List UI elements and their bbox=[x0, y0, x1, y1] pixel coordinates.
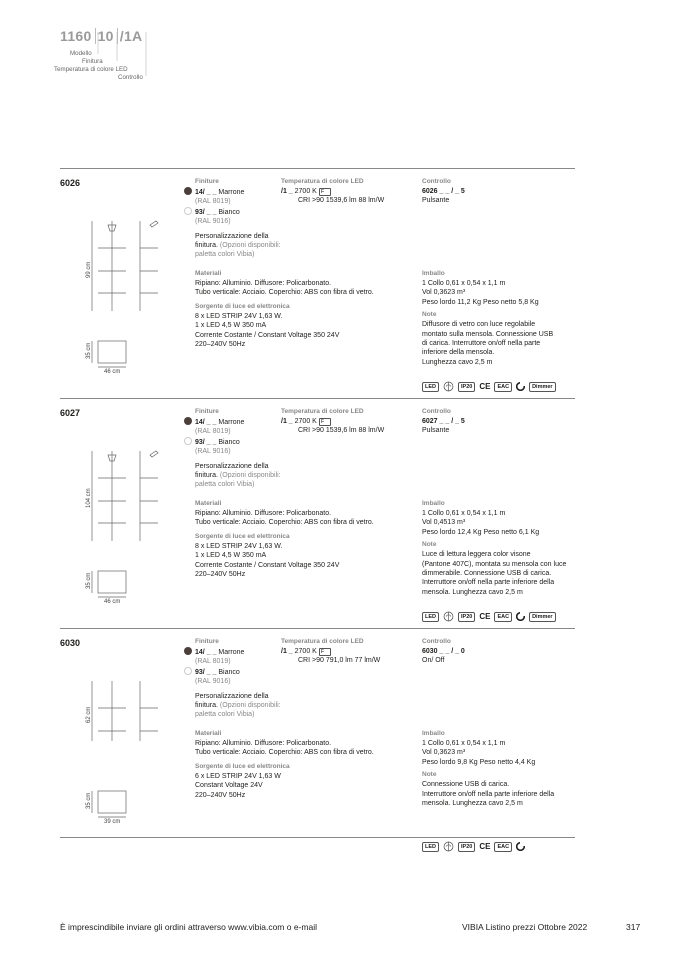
led-badge: LED bbox=[422, 612, 439, 622]
page-number: 317 bbox=[626, 922, 641, 932]
legend-finish: Finitura bbox=[82, 58, 103, 65]
custom-finish-1: Personalizzazione della bbox=[195, 232, 269, 240]
energy-class-badge: F bbox=[319, 418, 331, 426]
note-line-4: inferiore della mensola. bbox=[422, 349, 495, 357]
legend-control: Controllo bbox=[118, 74, 143, 81]
side-lamp-head bbox=[150, 451, 158, 457]
materials-column bbox=[195, 500, 374, 579]
note-line-1: Diffusore di vetro con luce regolabile bbox=[422, 321, 536, 329]
dim-width: 39 cm bbox=[104, 819, 121, 825]
note-line-1: Connessione USB di carica. bbox=[422, 781, 510, 789]
footer-order-note: È imprescindibile inviare gli ordini attraverso www.vibia.com o e-mail bbox=[60, 922, 317, 932]
led-badge: LED bbox=[422, 842, 439, 852]
temp-cri: CRI >90 1539,6 lm 88 lm/W bbox=[298, 427, 385, 435]
source-line-2: 1 x LED 4,5 W 350 mA bbox=[195, 552, 267, 560]
control-heading: Controllo bbox=[422, 408, 451, 415]
brown-swatch-icon bbox=[184, 647, 192, 655]
finish-1-ral: (RAL 8019) bbox=[195, 658, 231, 666]
packing-lines bbox=[422, 739, 554, 767]
eac-badge: EAC bbox=[494, 382, 512, 392]
source-line-4: 220–240V 50Hz bbox=[195, 341, 246, 349]
eac-badge: EAC bbox=[494, 612, 512, 622]
ce-mark-icon: CE bbox=[479, 612, 491, 621]
source-lines bbox=[195, 772, 374, 800]
notes-lines bbox=[422, 550, 566, 597]
temp-cri: CRI >90 791,0 lm 77 lm/W bbox=[298, 657, 381, 665]
section-divider bbox=[60, 628, 575, 629]
custom-finish-3: paletta colori Vibia) bbox=[195, 711, 255, 719]
finish-2-ral: (RAL 9016) bbox=[195, 218, 231, 226]
finish-2-code: 93/ _ _ bbox=[195, 438, 217, 446]
dim-width: 46 cm bbox=[104, 369, 121, 375]
finish-1-ral: (RAL 8019) bbox=[195, 428, 231, 436]
color-temp-column bbox=[281, 178, 384, 206]
ip20-badge: IP20 bbox=[458, 612, 475, 622]
recycle-icon bbox=[516, 842, 525, 851]
notes-heading: Note bbox=[422, 311, 437, 319]
side-lamp-head bbox=[150, 221, 158, 227]
packing-lines bbox=[422, 279, 553, 307]
finish-1-name: Marrone bbox=[218, 649, 245, 656]
legend-led-temp: Temperatura di colore LED bbox=[54, 66, 128, 73]
source-line-4: 220–240V 50Hz bbox=[195, 571, 246, 579]
note-line-2: (Pantone 407C), montata su mensola con luce bbox=[422, 560, 567, 568]
finishes-heading: Finiture bbox=[195, 178, 219, 185]
color-temp-heading: Temperatura di colore LED bbox=[281, 638, 364, 645]
finish-1-name: Marrone bbox=[218, 189, 245, 196]
ce-mark-icon: CE bbox=[479, 382, 491, 391]
materials-line-1: Ripiano: Alluminio. Diffusore: Policarbonato. bbox=[195, 280, 332, 287]
dim-width: 46 cm bbox=[104, 599, 121, 605]
custom-finish-2b: (Opzioni disponibili: bbox=[219, 472, 281, 480]
footer-brand: VIBIA Listino prezzi Ottobre 2022 bbox=[462, 922, 588, 932]
notes-heading: Note bbox=[422, 771, 437, 779]
white-swatch-icon bbox=[184, 437, 192, 445]
recycle-icon bbox=[516, 382, 525, 391]
control-heading: Controllo bbox=[422, 638, 451, 645]
finish-1-code: 14/ _ _ bbox=[195, 649, 217, 656]
control-label: Pulsante bbox=[422, 427, 450, 435]
plan-view bbox=[98, 571, 126, 593]
temp-kelvin: 2700 K bbox=[294, 188, 317, 195]
note-line-2: Interruttore on/off nella parte inferiore della bbox=[422, 790, 555, 798]
materials-heading: Materiali bbox=[195, 270, 222, 277]
code-led-digits: /1A bbox=[119, 28, 143, 44]
energy-class-badge: F bbox=[319, 188, 331, 196]
section-divider-end bbox=[60, 837, 575, 838]
custom-finish-3: paletta colori Vibia) bbox=[195, 481, 255, 489]
ip20-badge: IP20 bbox=[458, 382, 475, 392]
dim-depth: 35 cm bbox=[86, 342, 92, 359]
finish-1-code: 14/ _ _ bbox=[195, 419, 217, 426]
source-line-1: 6 x LED STRIP 24V 1,63 W bbox=[195, 772, 281, 780]
temp-code: /1 _ bbox=[281, 188, 293, 195]
control-label: On/ Off bbox=[422, 657, 445, 665]
note-line-5: Lunghezza cavo 2,5 m bbox=[422, 358, 493, 366]
finish-1-code: 14/ _ _ bbox=[195, 189, 217, 196]
packing-line-2: Vol 0,3623 m³ bbox=[422, 289, 466, 297]
packing-line-1: 1 Collo 0,61 x 0,54 x 1,1 m bbox=[422, 740, 506, 747]
energy-class-badge: F bbox=[319, 648, 331, 656]
finish-1-ral: (RAL 8019) bbox=[195, 198, 231, 206]
source-heading: Sorgente di luce ed elettronica bbox=[195, 762, 290, 770]
finishes-column bbox=[184, 178, 281, 260]
finishes-heading: Finiture bbox=[195, 638, 219, 645]
finish-2-name: Bianco bbox=[218, 208, 240, 216]
globe-bulb-icon bbox=[443, 611, 454, 622]
notes-lines bbox=[422, 320, 553, 367]
packing-line-3: Peso lordo 9,8 Kg Peso netto 4,4 Kg bbox=[422, 758, 536, 766]
temp-code: /1 _ bbox=[281, 418, 293, 425]
materials-line-1: Ripiano: Alluminio. Diffusore: Policarbonato. bbox=[195, 740, 332, 747]
finish-2-name: Bianco bbox=[218, 668, 240, 676]
code-model-digits: 1160 bbox=[60, 28, 96, 44]
finishes-column bbox=[184, 638, 281, 720]
source-lines bbox=[195, 542, 374, 580]
packing-line-2: Vol 0,4513 m³ bbox=[422, 519, 466, 527]
custom-finish-2a: finitura. bbox=[195, 472, 218, 480]
notes-heading: Note bbox=[422, 541, 437, 549]
notes-lines bbox=[422, 780, 554, 808]
note-line-1: Luce di lettura leggera color visone bbox=[422, 551, 531, 559]
packing-line-2: Vol 0,3623 m³ bbox=[422, 749, 466, 757]
product-code: 6027 bbox=[60, 408, 81, 418]
color-temp-column bbox=[281, 638, 380, 666]
control-column bbox=[422, 638, 465, 666]
ip20-badge: IP20 bbox=[458, 842, 475, 852]
materials-heading: Materiali bbox=[195, 730, 222, 737]
dimmer-badge: Dimmer bbox=[529, 612, 555, 622]
note-line-4: Interruttore on/off nella parte inferiore della bbox=[422, 579, 555, 587]
white-swatch-icon bbox=[184, 207, 192, 215]
certifications-row bbox=[422, 381, 556, 392]
finish-2-name: Bianco bbox=[218, 438, 240, 446]
code-finish-digits: 10 bbox=[98, 28, 118, 44]
certifications-row bbox=[422, 611, 556, 622]
custom-finish-2b: (Opzioni disponibili: bbox=[219, 242, 281, 250]
note-line-2: montato sulla mensola. Connessione USB bbox=[422, 330, 554, 338]
plan-view bbox=[98, 341, 126, 363]
note-line-3: dimmerabile. Connessione USB di carica. bbox=[422, 570, 552, 578]
temp-kelvin: 2700 K bbox=[294, 418, 317, 425]
source-lines bbox=[195, 312, 374, 350]
ce-mark-icon: CE bbox=[479, 842, 491, 851]
source-line-1: 8 x LED STRIP 24V 1,63 W. bbox=[195, 542, 283, 550]
globe-bulb-icon bbox=[443, 381, 454, 392]
recycle-icon bbox=[516, 612, 525, 621]
finish-2-code: 93/ _ _ bbox=[195, 208, 217, 216]
note-line-3: di carica. Interruttore on/off nella parte bbox=[422, 340, 541, 348]
legend-model: Modello bbox=[70, 50, 92, 57]
finishes-column bbox=[184, 408, 281, 490]
source-line-1: 8 x LED STRIP 24V 1,63 W. bbox=[195, 312, 283, 320]
materials-column bbox=[195, 730, 374, 800]
eac-badge: EAC bbox=[494, 842, 512, 852]
packing-heading: Imballo bbox=[422, 270, 445, 277]
packing-heading: Imballo bbox=[422, 730, 445, 737]
packing-line-3: Peso lordo 12,4 Kg Peso netto 6,1 Kg bbox=[422, 528, 540, 536]
dim-height: 104 cm bbox=[86, 488, 92, 508]
custom-finish-1: Personalizzazione della bbox=[195, 692, 269, 700]
custom-finish-3: paletta colori Vibia) bbox=[195, 251, 255, 259]
finish-2-ral: (RAL 9016) bbox=[195, 448, 231, 456]
source-line-3: Corrente Costante / Constant Voltage 350 24V bbox=[195, 331, 340, 339]
led-badge: LED bbox=[422, 382, 439, 392]
product-code: 6026 bbox=[60, 178, 81, 188]
packing-lines bbox=[422, 509, 566, 537]
color-temp-column bbox=[281, 408, 384, 436]
custom-finish-2a: finitura. bbox=[195, 242, 218, 250]
color-temp-heading: Temperatura di colore LED bbox=[281, 178, 364, 185]
materials-column bbox=[195, 270, 374, 349]
custom-finish-1: Personalizzazione della bbox=[195, 462, 269, 470]
control-column bbox=[422, 178, 465, 206]
source-line-3: 220–240V 50Hz bbox=[195, 791, 246, 799]
brown-swatch-icon bbox=[184, 417, 192, 425]
source-heading: Sorgente di luce ed elettronica bbox=[195, 302, 290, 310]
source-line-2: Constant Voltage 24V bbox=[195, 782, 263, 790]
finish-2-ral: (RAL 9016) bbox=[195, 678, 231, 686]
product-code: 6030 bbox=[60, 638, 81, 648]
packing-column bbox=[422, 730, 554, 808]
brown-swatch-icon bbox=[184, 187, 192, 195]
temp-cri: CRI >90 1539,6 lm 88 lm/W bbox=[298, 197, 385, 205]
control-column bbox=[422, 408, 465, 436]
section-divider bbox=[60, 168, 575, 169]
source-heading: Sorgente di luce ed elettronica bbox=[195, 532, 290, 540]
materials-line-2: Tubo verticale: Acciaio. Coperchio: ABS con fibra di vetro. bbox=[195, 749, 374, 757]
control-code: 6030 _ _ / _ 0 bbox=[422, 648, 465, 655]
plan-view bbox=[98, 791, 126, 813]
finish-1-name: Marrone bbox=[218, 419, 245, 426]
source-line-3: Corrente Costante / Constant Voltage 350 24V bbox=[195, 561, 340, 569]
control-label: Pulsante bbox=[422, 197, 450, 205]
materials-line-1: Ripiano: Alluminio. Diffusore: Policarbonato. bbox=[195, 510, 332, 517]
packing-column bbox=[422, 500, 566, 597]
temp-code: /1 _ bbox=[281, 648, 293, 655]
section-divider bbox=[60, 398, 575, 399]
packing-line-1: 1 Collo 0,61 x 0,54 x 1,1 m bbox=[422, 510, 506, 517]
control-code: 6027 _ _ / _ 5 bbox=[422, 418, 465, 425]
materials-heading: Materiali bbox=[195, 500, 222, 507]
source-line-2: 1 x LED 4,5 W 350 mA bbox=[195, 322, 267, 330]
dim-depth: 35 cm bbox=[86, 792, 92, 809]
control-code: 6026 _ _ / _ 5 bbox=[422, 188, 465, 195]
finish-2-code: 93/ _ _ bbox=[195, 668, 217, 676]
packing-heading: Imballo bbox=[422, 500, 445, 507]
dim-height: 62 cm bbox=[86, 706, 92, 723]
note-line-5: mensola. Lunghezza cavo 2,5 m bbox=[422, 588, 523, 596]
globe-bulb-icon bbox=[443, 841, 454, 852]
white-swatch-icon bbox=[184, 667, 192, 675]
materials-line-2: Tubo verticale: Acciaio. Coperchio: ABS con fibra di vetro. bbox=[195, 289, 374, 297]
custom-finish-2a: finitura. bbox=[195, 702, 218, 710]
dimmer-badge: Dimmer bbox=[529, 382, 555, 392]
materials-line-2: Tubo verticale: Acciaio. Coperchio: ABS con fibra di vetro. bbox=[195, 519, 374, 527]
legend-bracket-lines bbox=[60, 30, 150, 80]
temp-kelvin: 2700 K bbox=[294, 648, 317, 655]
control-heading: Controllo bbox=[422, 178, 451, 185]
dim-depth: 35 cm bbox=[86, 572, 92, 589]
certifications-row bbox=[422, 841, 525, 852]
packing-column bbox=[422, 270, 553, 367]
custom-finish-2b: (Opzioni disponibili: bbox=[219, 702, 281, 710]
color-temp-heading: Temperatura di colore LED bbox=[281, 408, 364, 415]
product-drawing bbox=[70, 673, 180, 833]
note-line-3: mensola. Lunghezza cavo 2,5 m bbox=[422, 800, 523, 808]
dim-height: 99 cm bbox=[86, 261, 92, 278]
packing-line-3: Peso lordo 11,2 Kg Peso netto 5,8 Kg bbox=[422, 298, 539, 306]
finishes-heading: Finiture bbox=[195, 408, 219, 415]
packing-line-1: 1 Collo 0,61 x 0,54 x 1,1 m bbox=[422, 280, 506, 287]
